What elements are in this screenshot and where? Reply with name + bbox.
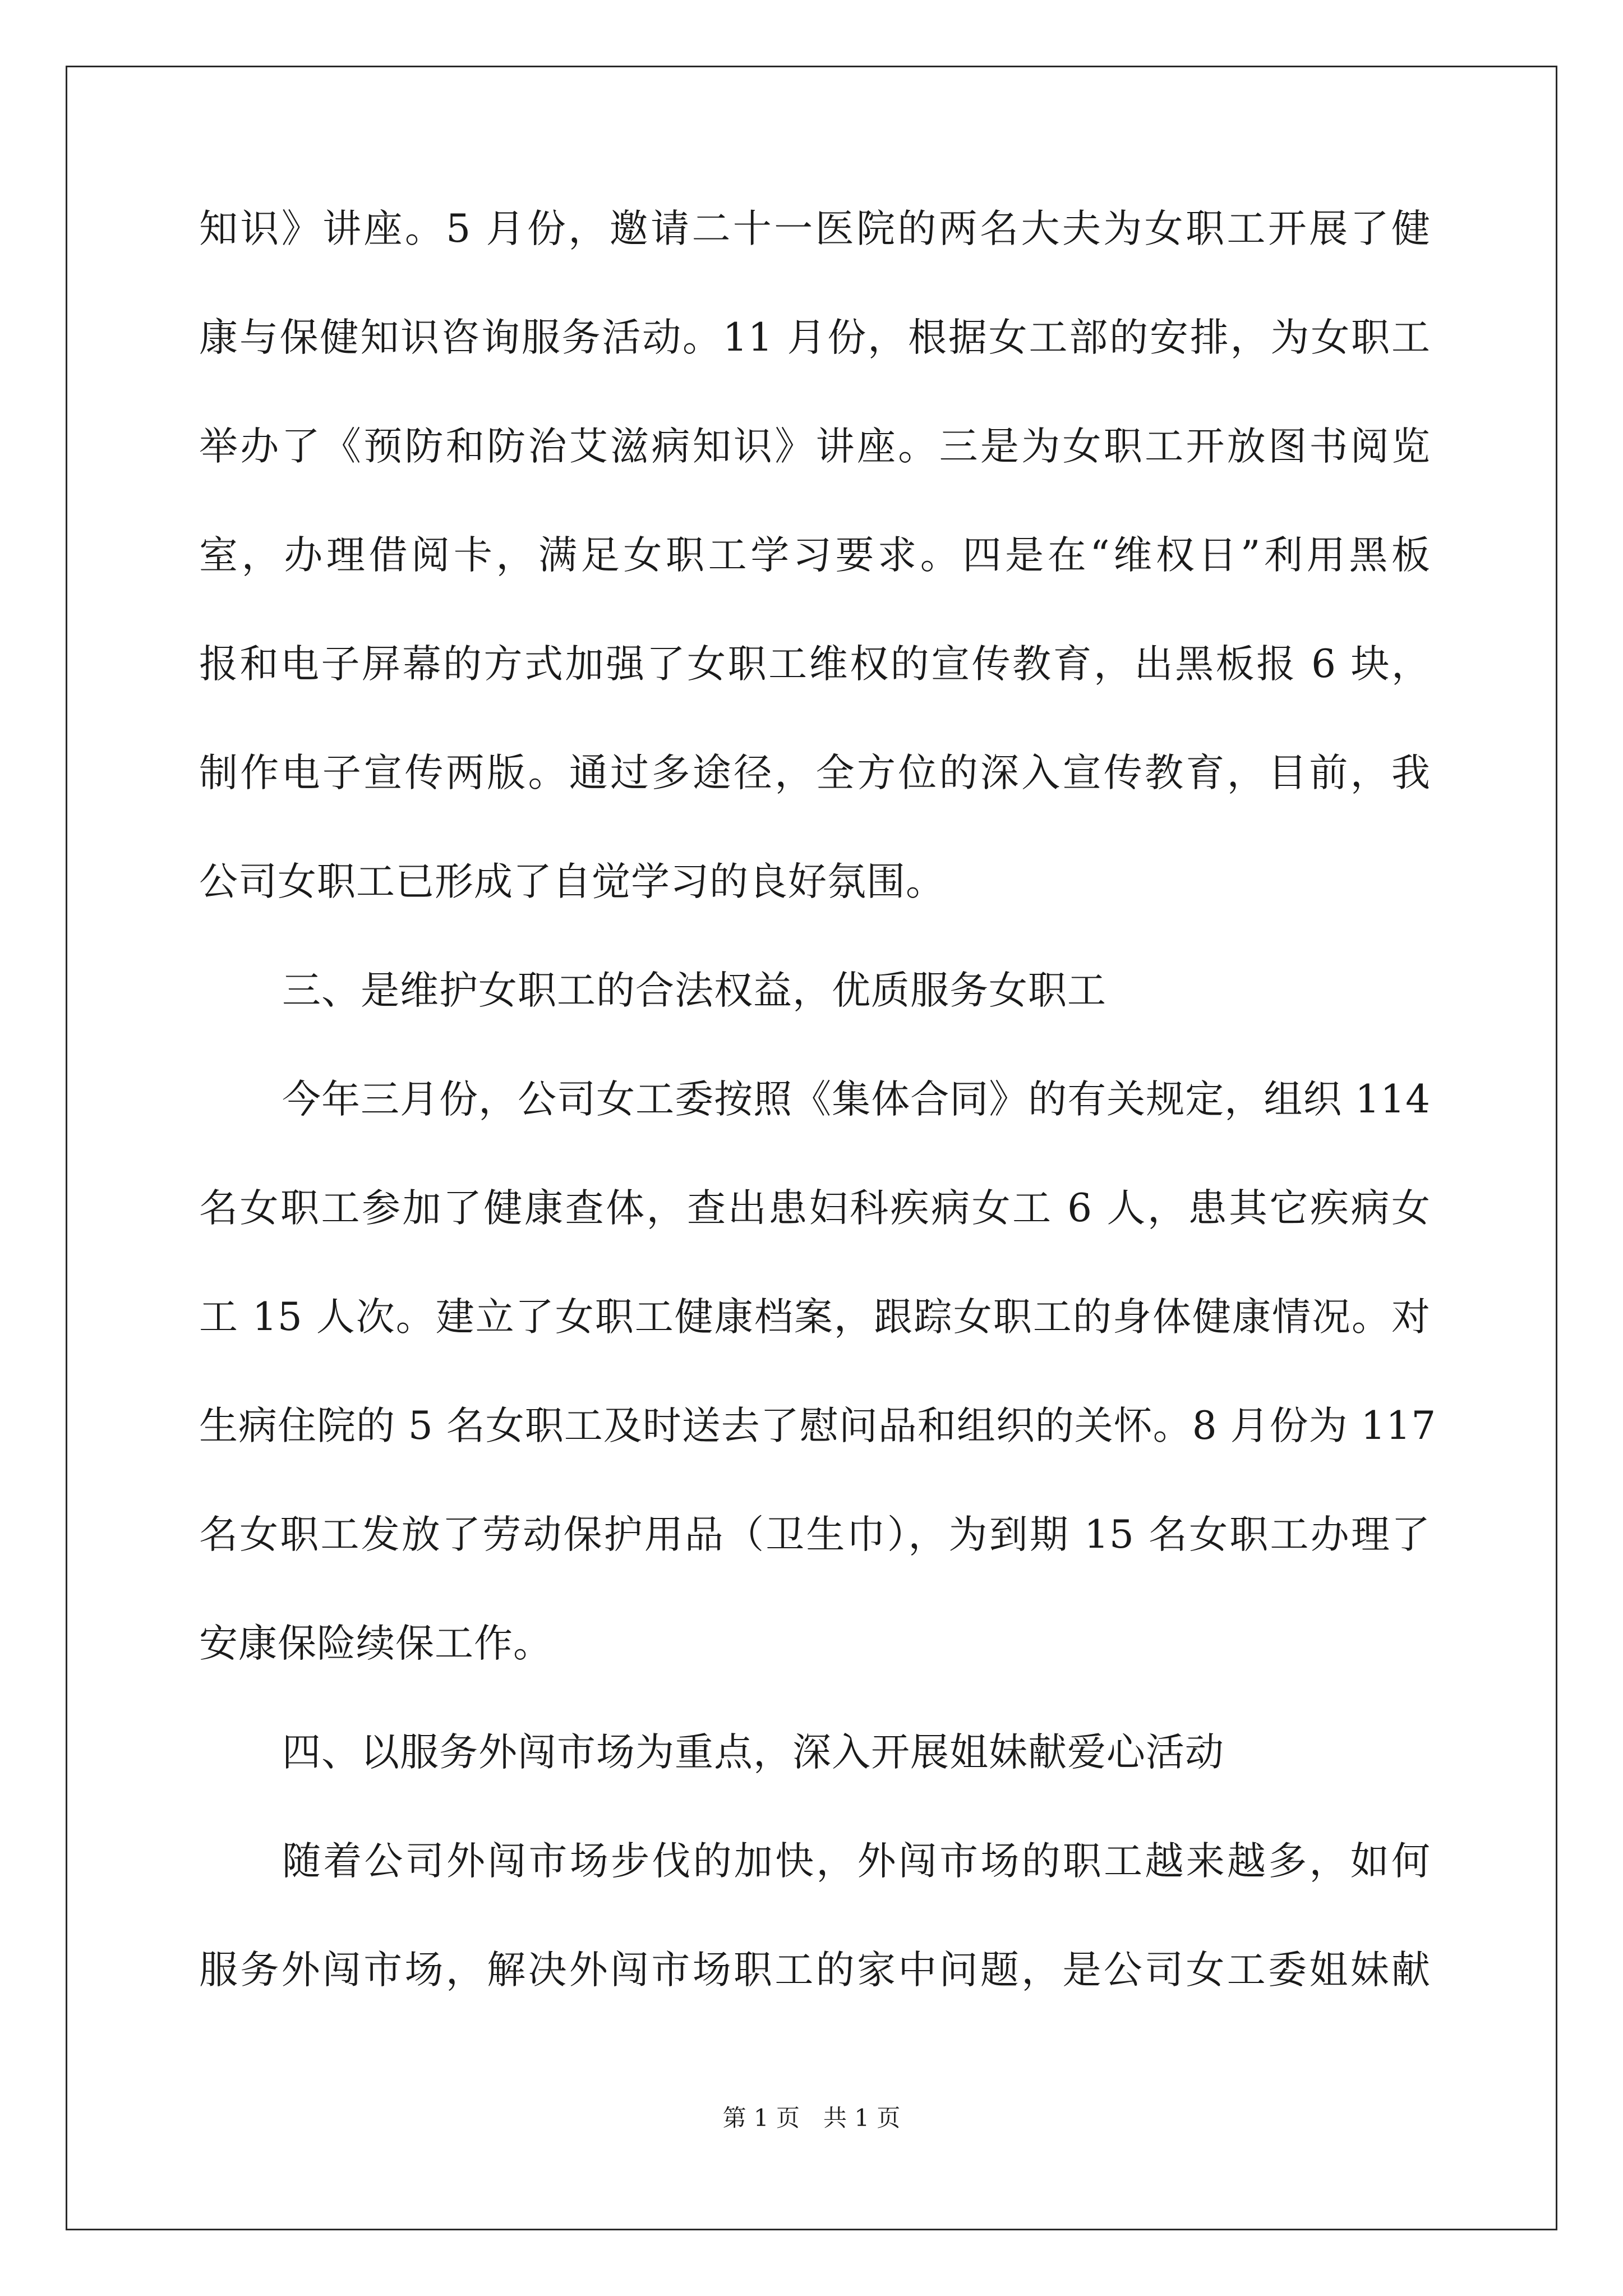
text-line: 报和电子屏幕的方式加强了女职工维权的宣传教育，出黑板报 6 块， — [199, 642, 1431, 687]
text-line: 生病住院的 5 名女职工及时送去了慰问品和组织的关怀。8 月份为 117 — [199, 1404, 1437, 1448]
page-footer: 第 1 页 共 1 页 — [722, 2104, 901, 2132]
text-line: 康与保健知识咨询服务活动。11 月份，根据女工部的安排，为女职工 — [199, 315, 1431, 360]
document-body — [199, 202, 1437, 2052]
text-line: 服务外闯市场，解决外闯市场职工的家中问题，是公司女工委姐妹献 — [199, 1948, 1431, 1993]
text-line: 举办了《预防和防治艾滋病知识》讲座。三是为女职工开放图书阅览 — [199, 424, 1431, 469]
section-heading: 四、以服务外闯市场为重点，深入开展姐妹献爱心活动 — [282, 1730, 1224, 1775]
text-line: 公司女职工已形成了自觉学习的良好氛围。 — [199, 859, 945, 904]
text-line: 随着公司外闯市场步伐的加快，外闯市场的职工越来越多，如何 — [282, 1839, 1431, 1884]
text-line: 室，办理借阅卡，满足女职工学习要求。四是在“维权日”利用黑板 — [199, 533, 1431, 578]
text-line: 名女职工发放了劳动保护用品（卫生巾），为到期 15 名女职工办理了 — [199, 1512, 1431, 1557]
text-line: 今年三月份，公司女工委按照《集体合同》的有关规定，组织 114 — [282, 1077, 1431, 1122]
text-line: 制作电子宣传两版。通过多途径，全方位的深入宣传教育，目前，我 — [199, 751, 1431, 795]
text-line: 安康保险续保工作。 — [199, 1621, 552, 1666]
text-line: 工 15 人次。建立了女职工健康档案，跟踪女职工的身体健康情况。对 — [199, 1295, 1431, 1340]
text-line: 名女职工参加了健康查体，查出患妇科疾病女工 6 人，患其它疾病女 — [199, 1186, 1431, 1231]
section-heading: 三、是维护女职工的合法权益，优质服务女职工 — [282, 968, 1106, 1013]
text-line: 知识》讲座。5 月份，邀请二十一医院的两名大夫为女职工开展了健 — [199, 206, 1431, 251]
